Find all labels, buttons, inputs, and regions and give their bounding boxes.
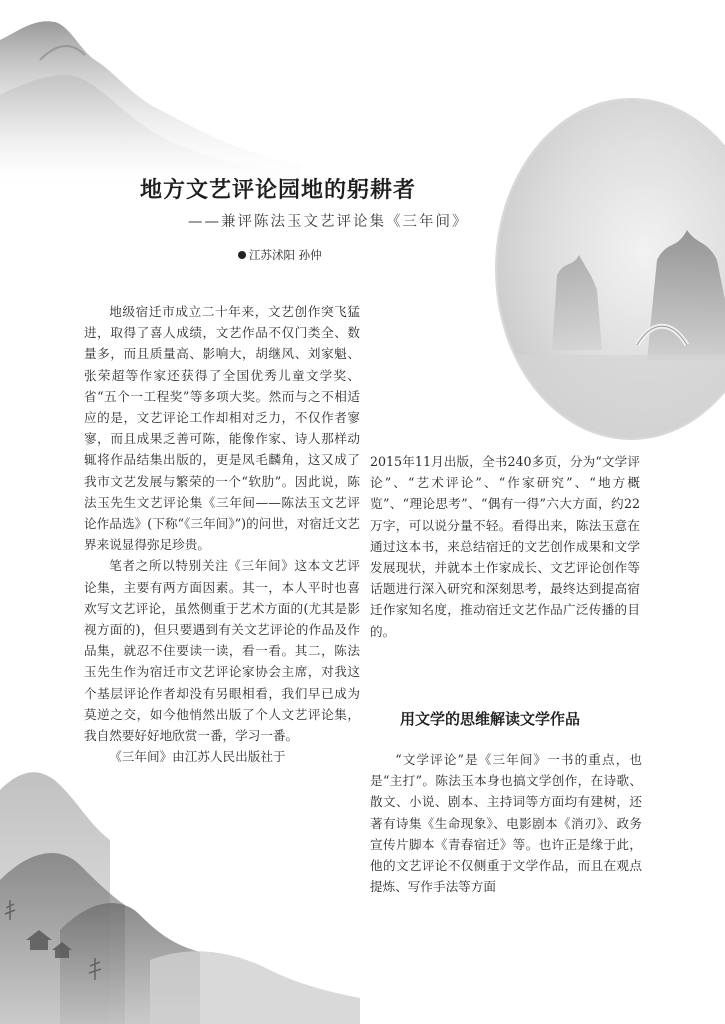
article-title: 地方文艺评论园地的躬耕者 (140, 177, 417, 203)
body-paragraph: 笔者之所以特别关注《三年间》这本文艺评论集，主要有两方面因素。其一，本人平时也喜欢写文艺评论，虽然侧重于艺术方面的(尤其是影视方面的)，但只要遇到有关文艺评论的作品及作品集，就忍不住要读一读，看一看。其二，陈法玉先生作为宿迁市文艺评论家协会主席，对我这个基层评论作者却没有另眼相看，我们早已成为莫逆之交，如今他悄然出版了个人文艺评论集，我自然要好好地欣赏一番，学习一番。 (84, 558, 360, 744)
body-paragraph: 《三年间》由江苏人民出版社于 (109, 749, 286, 765)
body-paragraph: 地级宿迁市成立二十年来，文艺创作突飞猛进，取得了喜人成绩，文艺作品不仅门类全、数量多，而且质量高、影响大，胡继风、刘家魁、张荣超等作家还获得了全国优秀儿童文学奖、省“五个一工程奖”等多项大奖。然而与之不相适应的是，文艺评论工作却相对乏力，不仅作者寥寥，而且成果乏善可陈，能像作家、诗人那样动辄将作品结集出版的，更是凤毛麟角，这又成了我市文艺发展与繁荣的一个“软肋”。因此说，陈法玉先生文艺评论集《三年间——陈法玉文艺评论作品选》(下称“《三年间》”)的问世，对宿迁文艺界来说显得弥足珍贵。 (84, 304, 360, 553)
body-column-right-top (370, 451, 640, 642)
section-heading: 用文学的思维解读文学作品 (400, 710, 581, 728)
article-subtitle: ——兼评陈法玉文艺评论集《三年间》 (188, 214, 469, 230)
body-paragraph-continued: 2015年11月出版，全书240多页，分为“文学评论”、“艺术评论”、“作家研究”、“地方概览”、“理论思考”、“偶有一得”六大方面，约22万字，可以说分量不轻。看得出来，陈法玉意在通过这本书，来总结宿迁的文艺创作成果和文学发展现状，并就本土作家成长、文艺评论创作等话题进行深入研究和深刻思考，最终达到提高宿迁作家知名度，推动宿迁文艺作品广泛传播的目的。 (370, 454, 640, 639)
landscape-photo-circle (497, 100, 725, 438)
body-paragraph: “文学评论”是《三年间》一书的重点，也是“主打”。陈法玉本身也搞文学创作，在诗歌、散文、小说、剧本、主持词等方面均有建树，还著有诗集《生命现象》、电影剧本《消刃》、政务宣传片脚本《青春宿迁》等。也许正是缘于此，他的文艺评论不仅侧重于文学作品，而且在观点提炼、写作手法等方面 (370, 752, 642, 895)
ink-landscape-illustration-bottom (0, 730, 360, 1024)
ink-mountain-illustration-top (0, 0, 300, 190)
body-column-left (84, 301, 360, 767)
body-column-right-bottom (370, 749, 642, 897)
article-author (238, 247, 322, 263)
bullet-dot-icon (238, 251, 246, 259)
author-name: 江苏沭阳 孙仲 (249, 248, 322, 262)
